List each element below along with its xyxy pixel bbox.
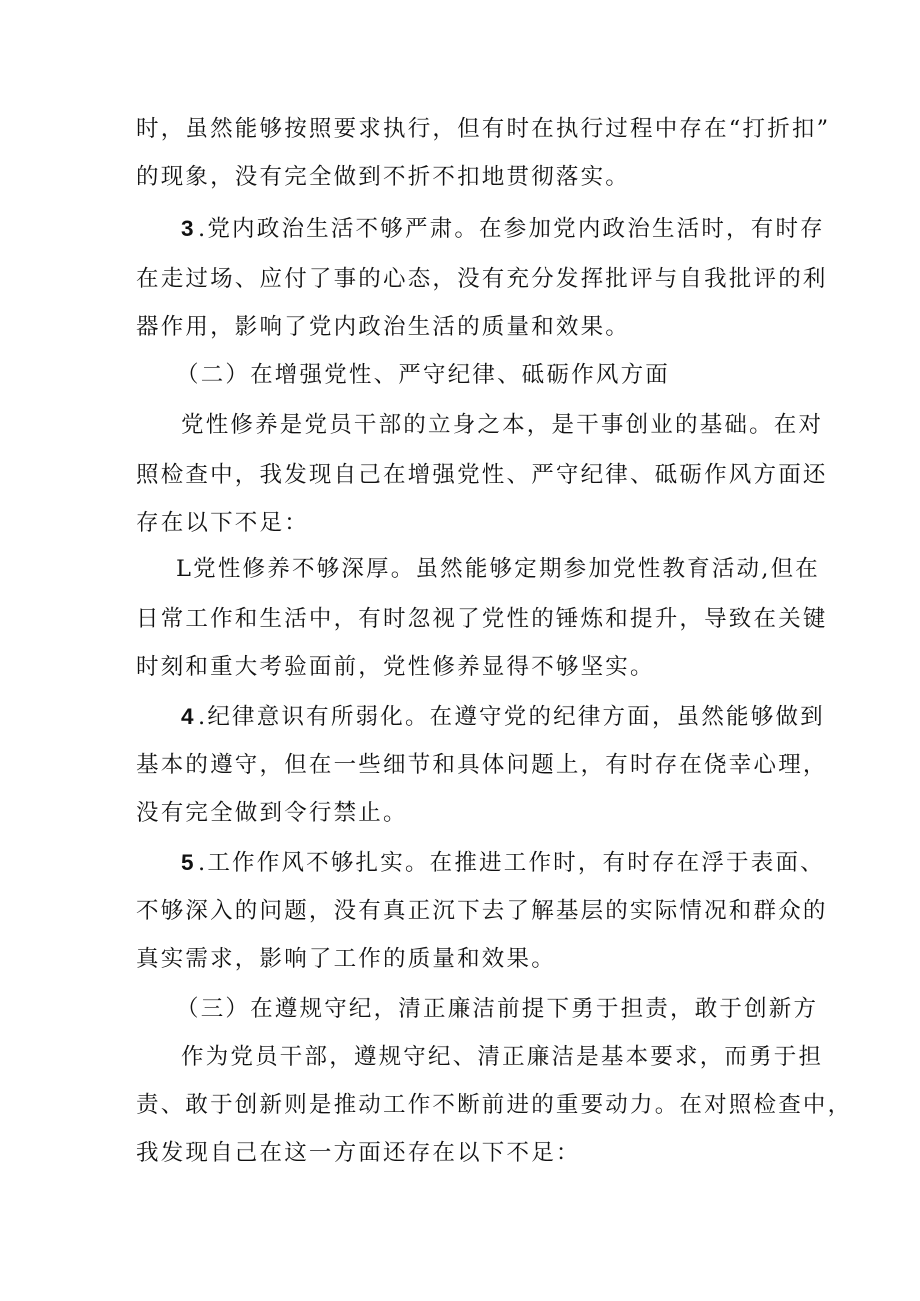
- paragraph-line: 不够深入的问题，没有真正沉下去了解基层的实际情况和群众的: [136, 898, 828, 924]
- paragraph-line: 时刻和重大考验面前，党性修养显得不够坚实。: [136, 654, 655, 680]
- paragraph-line: 责、敢于创新则是推动工作不断前进的重要动力。在对照检查中，: [136, 1092, 853, 1118]
- paragraph-line: 我发现自己在这一方面还存在以下不足：: [136, 1140, 581, 1166]
- paragraph-line: 器作用，影响了党内政治生活的质量和效果。: [136, 314, 631, 340]
- paragraph-line: 作为党员干部，遵规守纪、清正廉洁是基本要求，而勇于担: [181, 1044, 824, 1070]
- paragraph-line: 真实需求，影响了工作的质量和效果。: [136, 946, 556, 972]
- paragraph-line: 存在以下不足：: [136, 510, 309, 536]
- paragraph-line: 的现象，没有完全做到不折不扣地贯彻落实。: [136, 164, 631, 190]
- paragraph-line: 没有完全做到令行禁止。: [136, 800, 408, 826]
- paragraph-line: .纪律意识有所弱化。在遵守党的纪律方面，虽然能够做到: [198, 704, 825, 730]
- paragraph-line: 在走过场、应付了事的心态，没有充分发挥批评与自我批评的利: [136, 266, 828, 292]
- paragraph-line: 基本的遵守，但在一些细节和具体问题上，有时存在侥幸心理，: [136, 752, 828, 778]
- paragraph-line: 时，虽然能够按照要求执行，但有时在执行过程中存在“打折扣”: [136, 116, 831, 142]
- list-item-number: 3: [181, 216, 194, 241]
- list-item-number: 4: [181, 704, 194, 729]
- paragraph-line: 党性修养是党员干部的立身之本，是干事创业的基础。在对: [181, 412, 824, 438]
- section-heading: （二）在增强党性、严守纪律、砥砺作风方面: [176, 362, 671, 388]
- paragraph-line: .工作作风不够扎实。在推进工作时，有时存在浮于表面、: [198, 850, 825, 876]
- paragraph-line: 照检查中，我发现自己在增强党性、严守纪律、砥砺作风方面还: [136, 462, 828, 488]
- paragraph-line: .党内政治生活不够严肃。在参加党内政治生活时，有时存: [198, 216, 825, 242]
- list-item-number: 5: [181, 850, 194, 875]
- paragraph-line: L党性修养不够深厚。虽然能够定期参加党性教育活动,但在: [176, 556, 820, 582]
- paragraph-line: 日常工作和生活中，有时忽视了党性的锤炼和提升，导致在关键: [136, 606, 828, 632]
- section-heading: （三）在遵规守纪，清正廉洁前提下勇于担责，敢于创新方: [176, 996, 819, 1022]
